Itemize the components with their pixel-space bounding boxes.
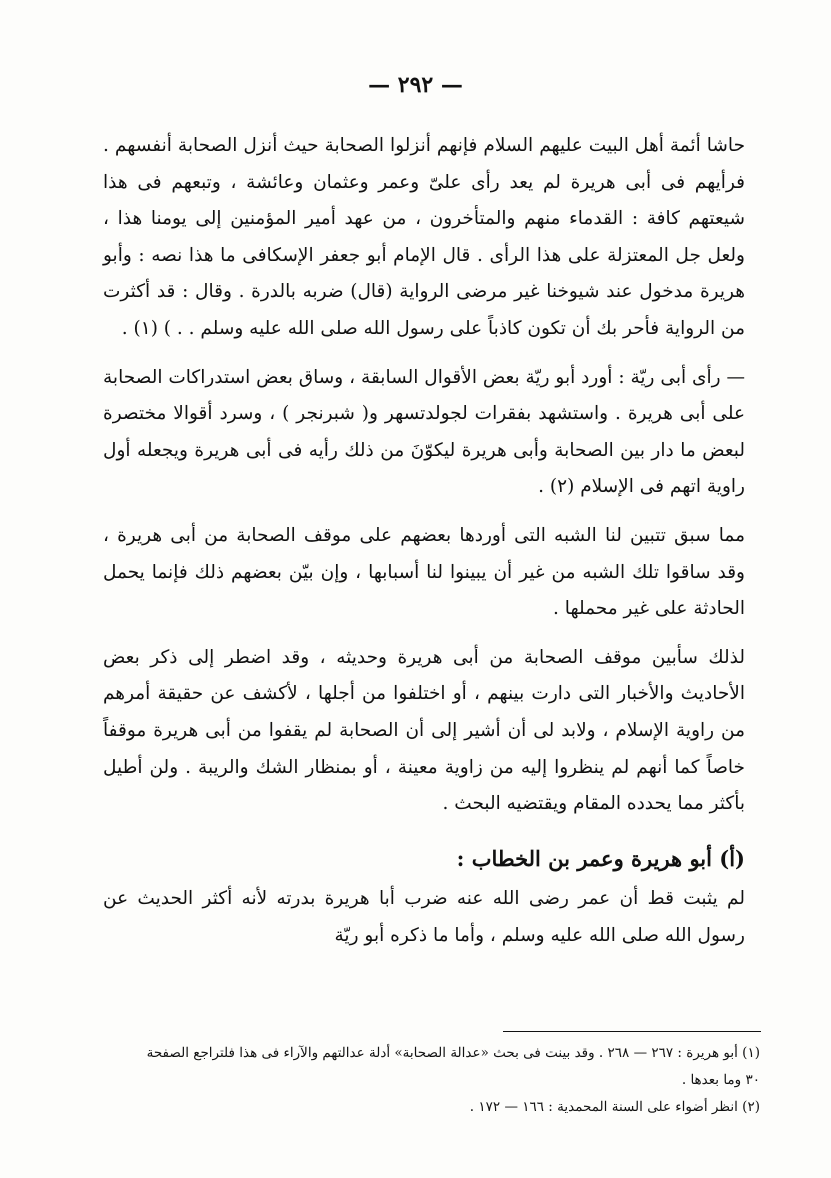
page-number: — ٢٩٢ — (368, 72, 463, 98)
footnote-divider (503, 1031, 761, 1032)
section-heading: (أ) أبو هريرة وعمر بن الخطاب : (456, 845, 745, 871)
footnotes (130, 1040, 760, 1121)
footnote-1: (١) أبو هريرة : ٢٦٧ — ٢٦٨ . وقد بينت فى بحث «عدالة الصحابة» أدلة عدالتهم والآراء فى هذا فلتراجع الصفحة ٣٠ وما بعدها . (146, 1045, 760, 1088)
paragraph-4: لذلك سأبين موقف الصحابة من أبى هريرة وحديثه ، وقد اضطر إلى ذكر بعض الأحاديث والأخبار التى دارت بينهم ، أو اختلفوا من أجلها ، لأكشف عن حقيقة أمرهم من راوية الإسلام ، ولابد لى أن أشير إلى أن الصحابة لم يقفوا من أبى هريرة موقفاً خاصاً كما أنهم لم ينظروا إليه من زاوية معينة ، أو بمنظار الشك والريبة . ولن أطيل بأكثر مما يحدده المقام ويقتضيه البحث . (103, 646, 745, 815)
paragraph-5: لم يثبت قط أن عمر رضى الله عنه ضرب أبا هريرة بدرته لأنه أكثر الحديث عن رسول الله صلى الله عليه وسلم ، وأما ما ذكره أبو ريّة (103, 888, 745, 946)
main-text (103, 128, 745, 954)
paragraph-3: مما سبق تتبين لنا الشبه التى أوردها بعضهم على موقف الصحابة من أبى هريرة ، وقد ساقوا تلك الشبه من غير أن يبينوا لنا أسبابها ، وإن بيّن بعضهم ذلك فإنما يحمل الحادثة على غير محملها . (103, 524, 745, 620)
paragraph-1: حاشا أئمة أهل البيت عليهم السلام فإنهم أنزلوا الصحابة حيث أنزل الصحابة أنفسهم . فرأيهم فى أبى هريرة لم يعد رأى علىّ وعمر وعثمان وعائشة ، وتبعهم فى هذا شيعتهم كافة : القدماء منهم والمتأخرون ، من عهد أمير المؤمنين إلى يومنا هذا ، ولعل جل المعتزلة على هذا الرأى . قال الإمام أبو جعفر الإسكافى ما هذا نصه : وأبو هريرة مدخول عند شيوخنا غير مرضى الرواية (قال) ضربه بالدرة . وقال : قد أكثرت من الرواية فأحر بك أن تكون كاذباً على رسول الله صلى الله عليه وسلم . . ) (١) . (103, 135, 745, 339)
footnote-2: (٢) انظر أضواء على السنة المحمدية : ١٦٦ — ١٧٢ . (469, 1099, 760, 1115)
paragraph-2: — رأى أبى ريّة : أورد أبو ريّة بعض الأقوال السابقة ، وساق بعض استدراكات الصحابة على أبى هريرة . واستشهد بفقرات لجولدتسهر و( شبرنجر ) ، وسرد أقوالا مختصرة لبعض ما دار بين الصحابة وأبى هريرة ليكوّنَ من ذلك رأيه فى أبى هريرة ويجعله أول راوية اتهم فى الإسلام (٢) . (103, 366, 745, 498)
